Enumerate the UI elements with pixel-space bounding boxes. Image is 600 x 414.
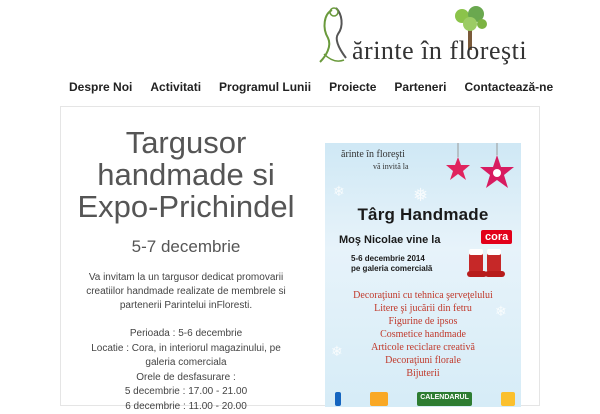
article-hours-1: 5 decembrie : 17.00 - 21.00 [85, 385, 287, 400]
nav-item-activitati[interactable]: Activitati [141, 76, 210, 98]
poster-mos-nicolae: Moş Nicolae vine la [339, 234, 440, 246]
event-poster[interactable] [325, 143, 521, 407]
nav-item-programul-lunii[interactable]: Programul Lunii [210, 76, 320, 98]
nav-item-proiecte[interactable]: Proiecte [320, 76, 385, 98]
cora-logo: cora [481, 230, 512, 244]
article-card [60, 106, 540, 406]
snowflake-icon: ❄ [333, 183, 345, 200]
sponsor-logo-1 [335, 392, 341, 406]
article-period: Perioada : 5-6 decembrie [85, 327, 287, 342]
list-item: Cosmetice handmade [325, 328, 521, 341]
star-ornament-icon [477, 143, 517, 195]
poster-product-list [325, 289, 521, 380]
list-item: Articole reciclare creativă [325, 341, 521, 354]
sponsor-logo-4 [501, 392, 515, 406]
poster-dates-line1: 5-6 decembrie 2014 [351, 254, 432, 264]
article-intro: Va invitam la un targusor dedicat promovarii creatiilor handmade realizate de membrele si partenerii Parintelui inFloresti. [85, 271, 287, 313]
list-item: Decoraţiuni cu tehnica şerveţelului [325, 289, 521, 302]
star-ornament-icon [443, 143, 473, 187]
poster-title: Târg Handmade [325, 205, 521, 225]
poster-dates-line2: pe galeria comercială [351, 264, 432, 274]
snowflake-icon: ❄ [331, 343, 343, 360]
list-item: Bijuterii [325, 367, 521, 380]
nav-item-contact[interactable]: Contactează-ne [455, 76, 562, 98]
poster-logo: ărinte în floreşti [341, 149, 405, 160]
list-item: Decoraţiuni florale [325, 354, 521, 367]
poster-dates [351, 254, 432, 274]
article-location: Locatie : Cora, in interiorul magazinului, pe galeria comerciala [85, 342, 287, 371]
nav-item-parteneri[interactable]: Parteneri [385, 76, 455, 98]
snowflake-icon: ❅ [413, 185, 428, 206]
article-hours-2: 6 decembrie : 11.00 - 20.00 [85, 400, 287, 414]
sponsor-logo-2 [370, 392, 388, 406]
article-hours-label: Orele de desfasurare : [85, 371, 287, 386]
sponsor-logos [335, 391, 515, 407]
article-title: Targusor handmade si Expo-Prichindel [61, 127, 311, 223]
article-text [61, 107, 311, 414]
snowflake-icon: ❄ [495, 303, 507, 320]
list-item: Litere şi jucării din fetru [325, 302, 521, 315]
nav-item-despre-noi[interactable]: Despre Noi [60, 76, 141, 98]
santa-boots-icon [465, 245, 509, 279]
article-subtitle: 5-7 decembrie [61, 237, 311, 257]
list-item: Figurine de ipsos [325, 315, 521, 328]
site-logo[interactable] [312, 0, 552, 74]
family-silhouette-icon [314, 4, 354, 66]
sponsor-logo-calendarul: CALENDARUL [417, 392, 472, 406]
logo-text: ărinte în floreşti [352, 36, 527, 66]
poster-invite: vă invită la [373, 162, 409, 171]
main-nav [60, 76, 562, 98]
